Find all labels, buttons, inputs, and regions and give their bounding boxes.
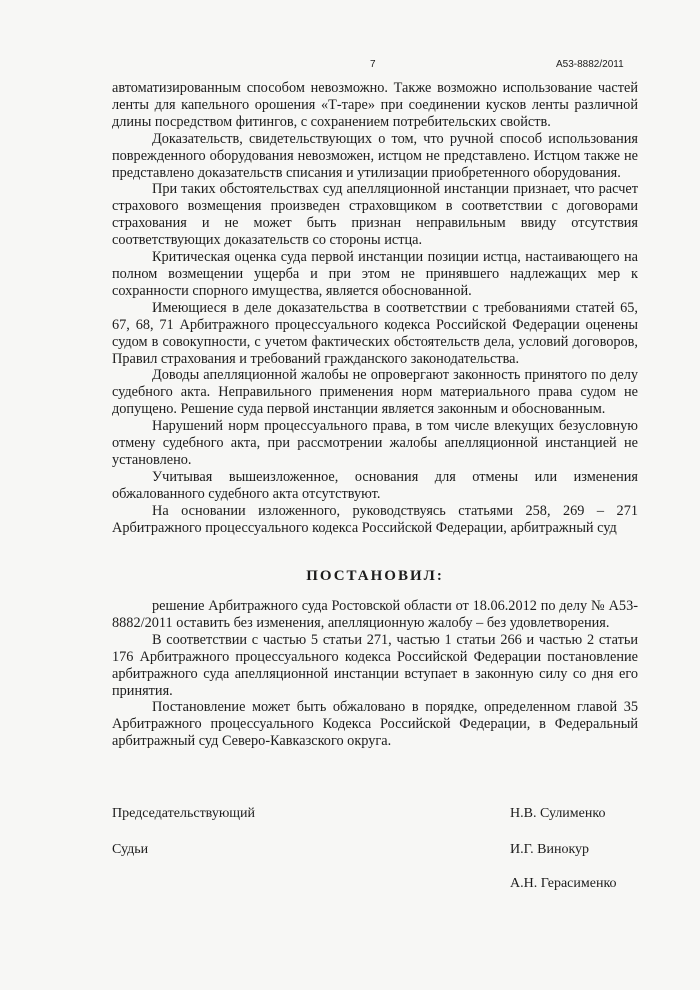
- paragraph: В соответствии с частью 5 статьи 271, частью 1 статьи 266 и частью 2 статьи 176 Арбитражного процессуального кодекса Российской Федерации постановление арбитражного суда апелляционной инстанции вступает в законную силу со дня его принятия.: [112, 631, 638, 699]
- judge-name: И.Г. Винокур: [510, 842, 590, 857]
- decision-text: [112, 598, 638, 750]
- presiding-label: Председательствующий: [112, 806, 256, 821]
- paragraph: Учитывая вышеизложенное, основания для отмены или изменения обжалованного судебного акта отсутствуют.: [112, 468, 638, 502]
- paragraph: Критическая оценка суда первой инстанции позиции истца, настаивающего на полном возмещении ущерба и при этом не принявшего надлежащих мер к сохранности спорного имущества, является обоснованной.: [112, 249, 638, 299]
- case-number: А53-8882/2011: [556, 59, 624, 70]
- page-number: 7: [370, 59, 376, 70]
- presiding-name: Н.В. Сулименко: [510, 806, 606, 821]
- body-text: [112, 80, 638, 536]
- paragraph: При таких обстоятельствах суд апелляционной инстанции признает, что расчет страхового возмещения произведен страховщиком в соответствии с договорами страхования и не может быть признан неправильным ввиду отсутствия соответствующих доказательств со стороны истца.: [112, 181, 638, 249]
- judge-name: А.Н. Герасименко: [510, 876, 617, 891]
- paragraph: На основании изложенного, руководствуясь статьями 258, 269 – 271 Арбитражного процессуального кодекса Российской Федерации, арбитражный суд: [112, 502, 638, 536]
- paragraph: Постановление может быть обжаловано в порядке, определенном главой 35 Арбитражного процессуального Кодекса Российской Федерации, в Федеральный арбитражный суд Северо-Кавказского округа.: [112, 699, 638, 750]
- paragraph: Доказательств, свидетельствующих о том, что ручной способ использования поврежденного оборудования невозможен, истцом не представлено. Истцом также не представлено доказательств списания и утилизации приобретенного оборудования.: [112, 130, 638, 181]
- paragraph: автоматизированным способом невозможно. Также возможно использование частей ленты для капельного орошения «Т-таре» при соединении кусков ленты различной длины посредством фитингов, с сохранением потребительских свойств.: [112, 80, 638, 130]
- judges-label: Судьи: [112, 842, 149, 857]
- paragraph: Нарушений норм процессуального права, в том числе влекущих безусловную отмену судебного акта, при рассмотрении жалобы апелляционной инстанцией не установлено.: [112, 418, 638, 468]
- decision-heading: ПОСТАНОВИЛ:: [306, 568, 444, 584]
- paragraph: Имеющиеся в деле доказательства в соответствии с требованиями статей 65, 67, 68, 71 Арбитражного процессуального кодекса Российской Федерации оценены судом в совокупности, с учетом фактических обстоятельств дела, условий договоров, Правил страхования и требований гражданского законодательства.: [112, 299, 638, 367]
- paragraph: решение Арбитражного суда Ростовской области от 18.06.2012 по делу № А53-8882/2011 оставить без изменения, апелляционную жалобу – без удовлетворения.: [112, 598, 638, 631]
- paragraph: Доводы апелляционной жалобы не опровергают законность принятого по делу судебного акта. Неправильного применения норм материального права судом не допущено. Решение суда первой инстанции является законным и обоснованным.: [112, 367, 638, 418]
